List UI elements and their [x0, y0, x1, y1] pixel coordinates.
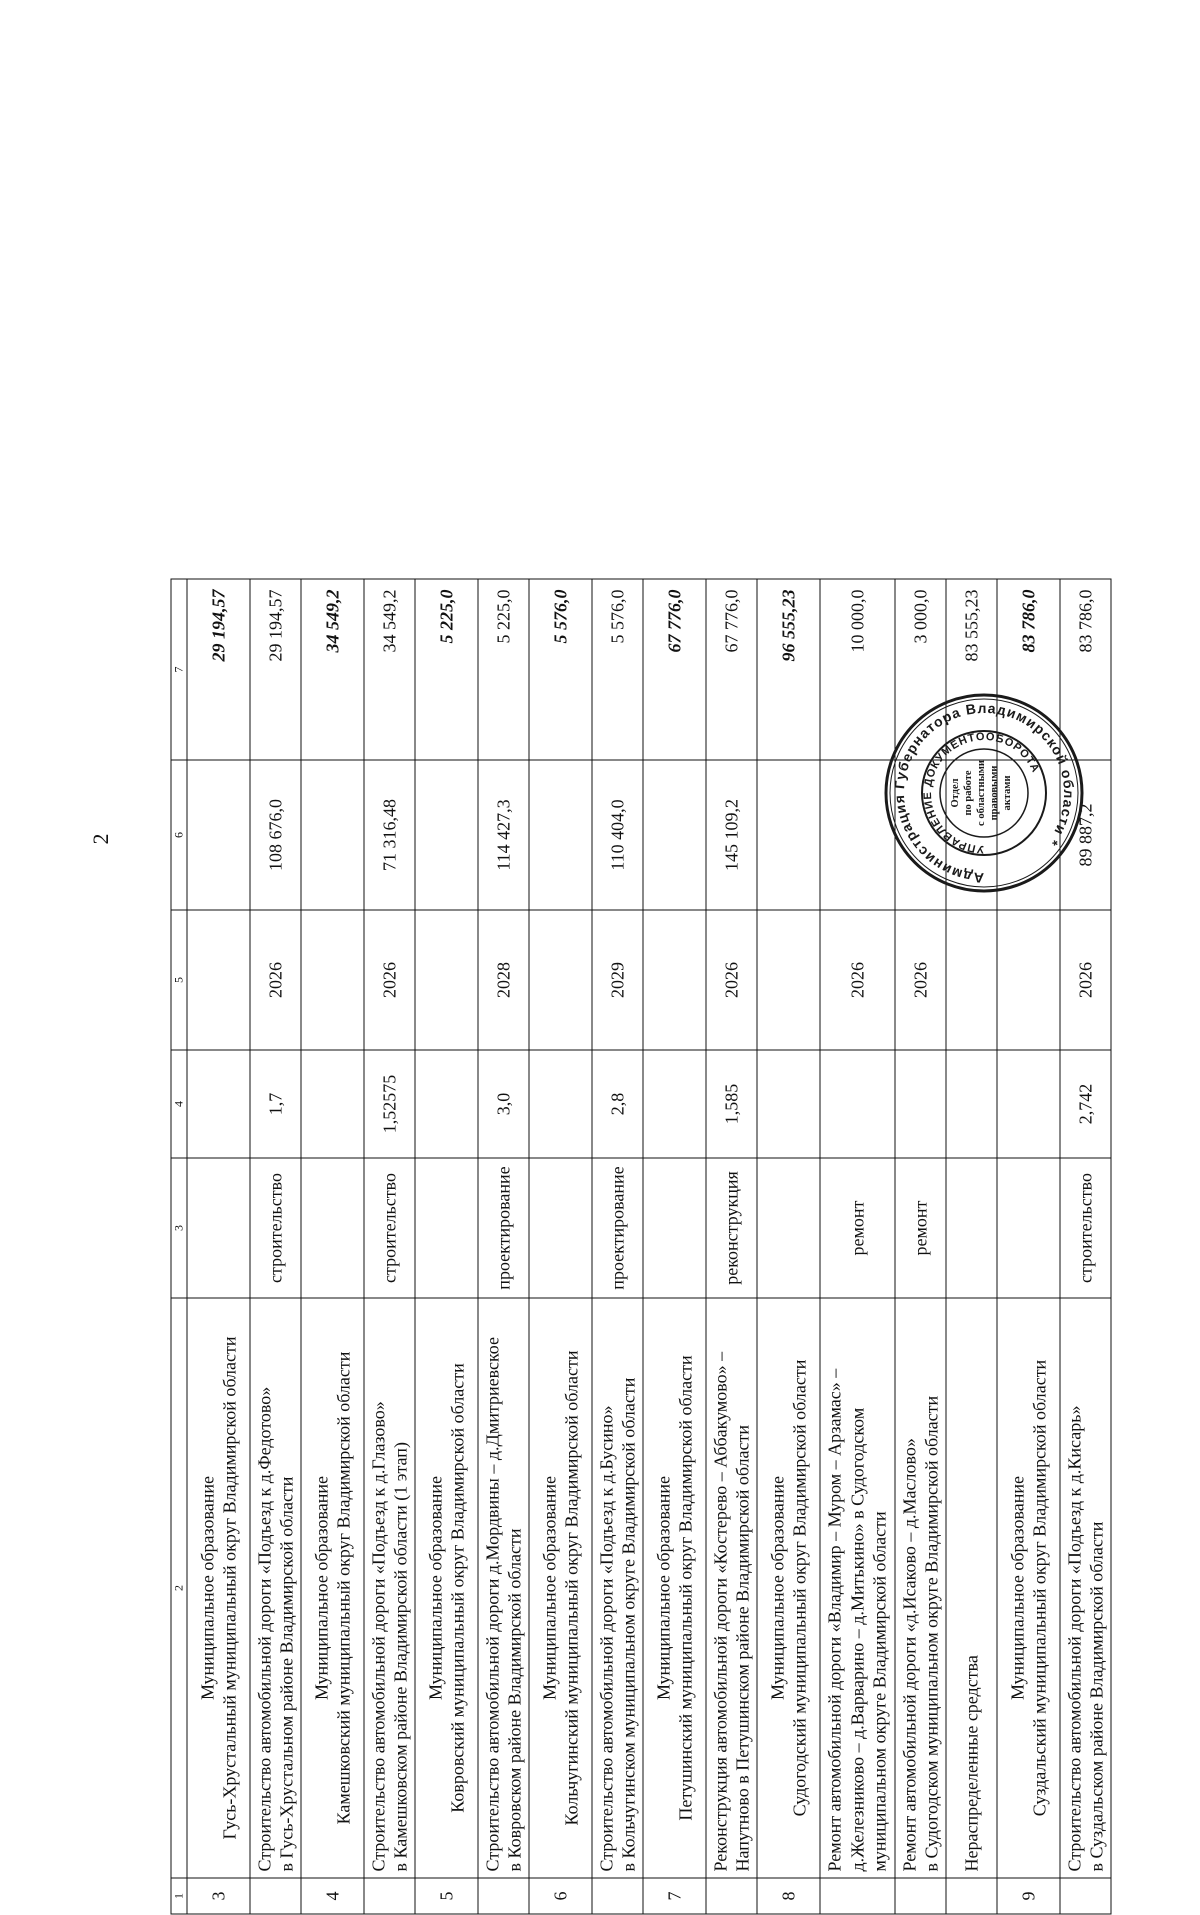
municipality-group-row: [529, 579, 592, 1914]
empty-cell: [415, 910, 478, 1050]
group-total: 29 194,57: [187, 579, 250, 760]
empty-cell: [997, 1158, 1060, 1298]
column-number-row: [171, 579, 187, 1914]
seal-center-text: Отдел: [950, 778, 961, 808]
description-line: Камешковский муниципальный округ Владимирской области: [333, 1351, 354, 1825]
project-description: [946, 1298, 997, 1878]
group-total: 83 786,0: [997, 579, 1060, 760]
empty-cell: [301, 1158, 364, 1298]
completion-year: 2028: [478, 910, 529, 1050]
description-line: Суздальский муниципальный округ Владимирской области: [1029, 1359, 1050, 1817]
municipality-name: [757, 1298, 820, 1878]
completion-year: [946, 910, 997, 1050]
official-seal: [882, 690, 1086, 896]
municipality-name: [997, 1298, 1060, 1878]
page-number: 2: [88, 833, 113, 845]
empty-cell: [187, 1158, 250, 1298]
empty-cell: [946, 1878, 997, 1914]
description-line: Кольчугинский муниципальный округ Владимирской области: [561, 1350, 582, 1826]
project-description: [364, 1298, 415, 1878]
empty-cell: [757, 910, 820, 1050]
description-line: Строительство автомобильной дороги «Подъезд к д.Кисарь»: [1064, 1405, 1084, 1872]
description-line: Муниципальное образование: [1007, 1475, 1027, 1701]
road-length: [895, 1050, 946, 1158]
description-line: Строительство автомобильной дороги «Подъезд к д.Федотово»: [254, 1386, 274, 1872]
municipality-group-row: [187, 579, 250, 1914]
empty-cell: [529, 1158, 592, 1298]
estimated-cost: 108 676,0: [250, 760, 301, 910]
empty-cell: [820, 1878, 895, 1914]
seal-inner-text: УПРАВЛЕНИЕ ДОКУМЕНТООБОРОТА: [921, 730, 1042, 856]
description-line: Муниципальное образование: [311, 1475, 331, 1701]
description-line: в Гусь-Хрустальном районе Владимирской области: [276, 1476, 297, 1872]
description-line: Ремонт автомобильной дороги «д.Исаково – д.Маслово»: [899, 1438, 919, 1872]
road-length: 1,585: [706, 1050, 757, 1158]
work-type: ремонт: [895, 1158, 946, 1298]
completion-year: 2026: [1060, 910, 1111, 1050]
municipality-group-row: [301, 579, 364, 1914]
description-line: в Камешковском районе Владимирской области (1 этап): [390, 1442, 411, 1872]
project-description: [478, 1298, 529, 1878]
empty-cell: [1060, 1878, 1111, 1914]
row-number: 9: [997, 1878, 1060, 1914]
column-header: 3: [171, 1158, 187, 1298]
column-header: 4: [171, 1050, 187, 1158]
empty-cell: [415, 1158, 478, 1298]
road-length: [946, 1050, 997, 1158]
description-line: Нераспределенные средства: [961, 1655, 982, 1872]
completion-year: 2026: [364, 910, 415, 1050]
row-number: 6: [529, 1878, 592, 1914]
description-line: д.Железниково – д.Варварино – д.Митькино» в Судогодском: [847, 1407, 868, 1872]
completion-year: 2026: [250, 910, 301, 1050]
estimated-cost: 71 316,48: [364, 760, 415, 910]
row-number: 8: [757, 1878, 820, 1914]
description-line: Строительство автомобильной дороги д.Мордвины – д.Дмитриевское: [482, 1337, 502, 1872]
municipality-name: [415, 1298, 478, 1878]
empty-cell: [643, 760, 706, 910]
empty-cell: [529, 760, 592, 910]
description-line: Ремонт автомобильной дороги «Владимир – Муром – Арзамас» –: [824, 1368, 845, 1872]
seal-center-text: по работе: [963, 770, 974, 816]
empty-cell: [301, 760, 364, 910]
empty-cell: [187, 760, 250, 910]
project-row: [592, 579, 643, 1914]
road-length: 2,742: [1060, 1050, 1111, 1158]
work-type: проектирование: [478, 1158, 529, 1298]
empty-cell: [706, 1878, 757, 1914]
road-length: 1,7: [250, 1050, 301, 1158]
project-row: [706, 579, 757, 1914]
work-type: [946, 1158, 997, 1298]
road-length: 3,0: [478, 1050, 529, 1158]
road-length: [820, 1050, 895, 1158]
work-type: строительство: [364, 1158, 415, 1298]
empty-cell: [415, 760, 478, 910]
column-header: 6: [171, 760, 187, 910]
estimated-cost: 89 887,2: [1060, 760, 1111, 910]
empty-cell: [187, 1050, 250, 1158]
seal-outer-text: Администрация Губернатора Владимирской области *: [890, 699, 1078, 887]
empty-cell: [415, 1050, 478, 1158]
allocated-amount: 5 225,0: [478, 579, 529, 760]
municipality-name: [187, 1298, 250, 1878]
project-description: [250, 1298, 301, 1878]
description-line: в Кольчугинском муниципальном округе Владимирской области: [618, 1377, 639, 1872]
allocated-amount: 10 000,0: [820, 579, 895, 760]
project-description: [820, 1298, 895, 1878]
project-row: [478, 579, 529, 1914]
group-total: 34 549,2: [301, 579, 364, 760]
allocated-amount: 29 194,57: [250, 579, 301, 760]
empty-cell: [187, 910, 250, 1050]
description-line: в Суздальском районе Владимирской области: [1086, 1521, 1107, 1872]
road-length: 1,52575: [364, 1050, 415, 1158]
description-line: Судогодский муниципальный округ Владимирской области: [789, 1359, 810, 1817]
empty-cell: [364, 1878, 415, 1914]
seal-center-text: актами: [1002, 775, 1013, 811]
project-description: [895, 1298, 946, 1878]
seal-center-text: с областными: [976, 760, 987, 826]
empty-cell: [643, 1050, 706, 1158]
estimated-cost: 145 109,2: [706, 760, 757, 910]
empty-cell: [997, 910, 1060, 1050]
column-header: 5: [171, 910, 187, 1050]
description-line: Строительство автомобильной дороги «Подъезд к д.Глазово»: [368, 1401, 388, 1872]
group-total: 5 576,0: [529, 579, 592, 760]
column-header: 1: [171, 1878, 187, 1914]
work-type: строительство: [1060, 1158, 1111, 1298]
project-description: [1060, 1298, 1111, 1878]
row-number: 3: [187, 1878, 250, 1914]
group-total: 96 555,23: [757, 579, 820, 760]
project-description: [706, 1298, 757, 1878]
description-line: Гусь-Хрустальный муниципальный округ Владимирской области: [219, 1336, 240, 1840]
empty-cell: [757, 1158, 820, 1298]
completion-year: 2026: [706, 910, 757, 1050]
municipality-name: [643, 1298, 706, 1878]
empty-cell: [301, 910, 364, 1050]
group-total: 67 776,0: [643, 579, 706, 760]
empty-cell: [757, 1050, 820, 1158]
empty-cell: [895, 1878, 946, 1914]
work-type: проектирование: [592, 1158, 643, 1298]
empty-cell: [643, 1158, 706, 1298]
description-line: в Ковровском районе Владимирской области: [504, 1528, 525, 1872]
project-description: [592, 1298, 643, 1878]
empty-cell: [529, 1050, 592, 1158]
description-line: Строительство автомобильной дороги «Подъезд к д.Бусино»: [596, 1405, 616, 1872]
group-total: 5 225,0: [415, 579, 478, 760]
row-number: 7: [643, 1878, 706, 1914]
description-line: Муниципальное образование: [767, 1475, 787, 1701]
description-line: Реконструкция автомобильной дороги «Костерево – Аббакумово» –: [710, 1351, 730, 1872]
allocated-amount: 83 786,0: [1060, 579, 1111, 760]
estimated-cost: 110 404,0: [592, 760, 643, 910]
column-header: 7: [171, 579, 187, 760]
allocated-amount: 34 549,2: [364, 579, 415, 760]
allocated-amount: 83 555,23: [946, 579, 997, 760]
description-line: Муниципальное образование: [539, 1475, 559, 1701]
allocated-amount: 5 576,0: [592, 579, 643, 760]
empty-cell: [250, 1878, 301, 1914]
empty-cell: [301, 1050, 364, 1158]
empty-cell: [757, 760, 820, 910]
allocated-amount: 67 776,0: [706, 579, 757, 760]
description-line: Петушинский муниципальный округ Владимирской области: [675, 1355, 696, 1821]
project-row: [250, 579, 301, 1914]
work-type: ремонт: [820, 1158, 895, 1298]
completion-year: 2029: [592, 910, 643, 1050]
description-line: Ковровский муниципальный округ Владимирской области: [447, 1363, 468, 1813]
description-line: Муниципальное образование: [425, 1475, 445, 1701]
empty-cell: [643, 910, 706, 1050]
work-type: реконструкция: [706, 1158, 757, 1298]
empty-cell: [592, 1878, 643, 1914]
allocated-amount: 3 000,0: [895, 579, 946, 760]
municipality-group-row: [757, 579, 820, 1914]
empty-cell: [478, 1878, 529, 1914]
description-line: в Судогодском муниципальном округе Владимирской области: [921, 1395, 942, 1872]
municipality-name: [529, 1298, 592, 1878]
estimated-cost: 114 427,3: [478, 760, 529, 910]
completion-year: 2026: [820, 910, 895, 1050]
description-line: Муниципальное образование: [653, 1475, 673, 1701]
row-number: 4: [301, 1878, 364, 1914]
description-line: муниципальном округе Владимирской области: [869, 1511, 890, 1872]
description-line: Муниципальное образование: [197, 1475, 217, 1701]
road-length: 2,8: [592, 1050, 643, 1158]
description-line: Напутново в Петушинском районе Владимирской области: [732, 1424, 753, 1872]
column-header: 2: [171, 1298, 187, 1878]
empty-cell: [997, 1050, 1060, 1158]
municipality-name: [301, 1298, 364, 1878]
seal-center-text: правовыми: [989, 765, 1000, 821]
empty-cell: [529, 910, 592, 1050]
project-row: [364, 579, 415, 1914]
completion-year: 2026: [895, 910, 946, 1050]
municipality-group-row: [643, 579, 706, 1914]
work-type: строительство: [250, 1158, 301, 1298]
municipality-group-row: [415, 579, 478, 1914]
row-number: 5: [415, 1878, 478, 1914]
